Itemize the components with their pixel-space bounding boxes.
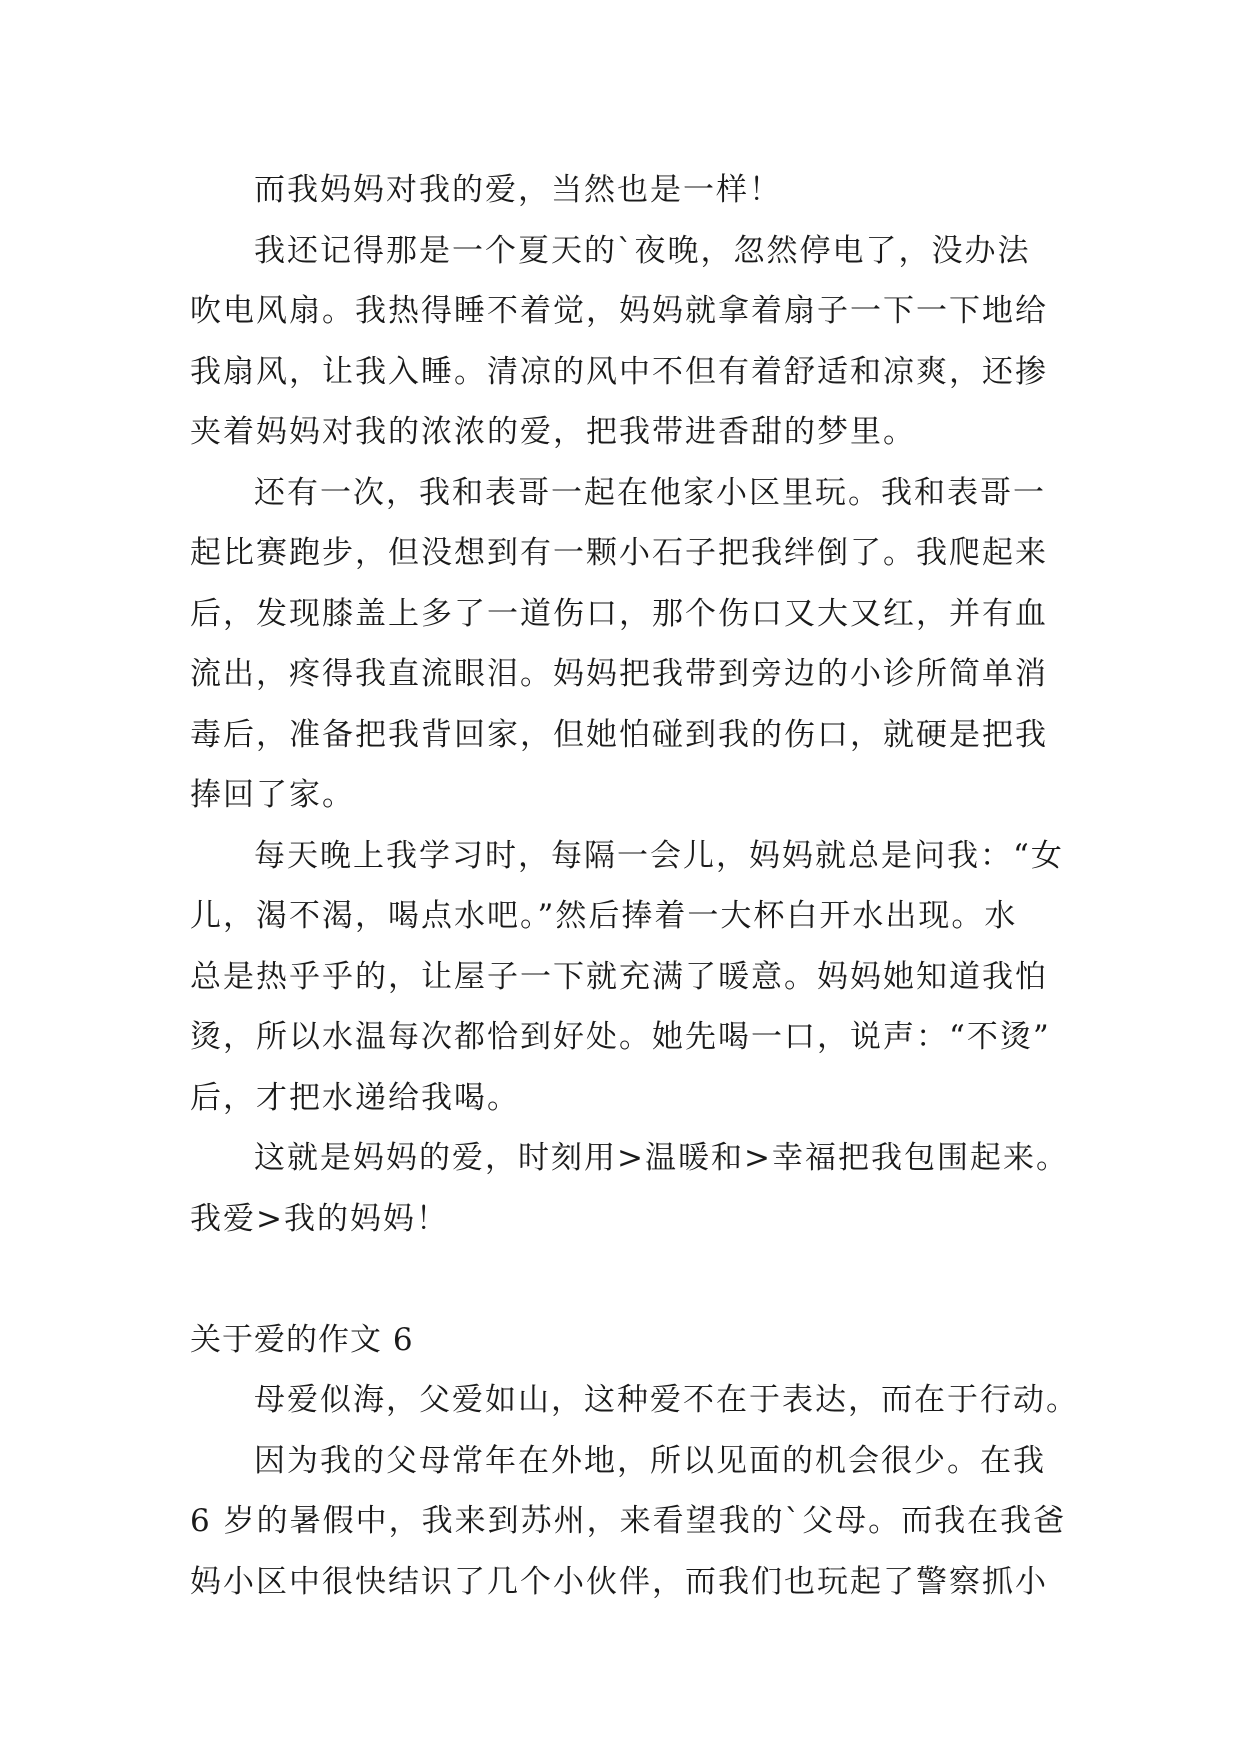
text-line: 6 岁的暑假中，我来到苏州，来看望我的`父母。而我在我爸	[190, 1503, 1067, 1539]
text-line: 毒后，准备把我背回家，但她怕碰到我的伤口，就硬是把我	[190, 716, 1048, 753]
text-line: 后，才把水递给我喝。	[190, 1079, 520, 1116]
text-line: 母爱似海，父爱如山，这种爱不在于表达，而在于行动。	[254, 1382, 1079, 1418]
paragraph	[190, 1128, 1069, 1249]
paragraph	[190, 1431, 1067, 1613]
text-line: 而我妈妈对我的爱，当然也是一样！	[254, 172, 782, 208]
paragraph	[190, 463, 1055, 826]
text-line: 捧回了家。	[190, 777, 355, 813]
text-line: 烫，所以水温每次都恰到好处。她先喝一口，说声：“不烫”	[190, 1019, 1051, 1055]
paragraph	[190, 826, 1064, 1129]
text-line: 流出，疼得我直流眼泪。妈妈把我带到旁边的小诊所简单消	[190, 656, 1048, 692]
text-line: 夹着妈妈对我的浓浓的爱，把我带进香甜的梦里。	[190, 414, 916, 450]
text-line: 妈小区中很快结识了几个小伙伴，而我们也玩起了警察抓小	[190, 1563, 1048, 1600]
text-line: 这就是妈妈的爱，时刻用>温暖和>幸福把我包围起来。	[254, 1140, 1069, 1176]
paragraph	[190, 221, 1055, 463]
text-line: 因为我的父母常年在外地，所以见面的机会很少。在我	[254, 1442, 1046, 1479]
text-line: 后，发现膝盖上多了一道伤口，那个伤口又大又红，并有血	[190, 595, 1048, 632]
essay-text	[190, 160, 1079, 1612]
text-line: 我还记得那是一个夏天的`夜晚，忽然停电了，没办法	[254, 232, 1031, 269]
text-line: 吹电风扇。我热得睡不着觉，妈妈就拿着扇子一下一下地给	[190, 293, 1048, 329]
text-line: 起比赛跑步，但没想到有一颗小石子把我绊倒了。我爬起来	[190, 535, 1048, 571]
text-line: 我爱>我的妈妈！	[190, 1200, 449, 1237]
text-line: 每天晚上我学习时，每隔一会儿，妈妈就总是问我：“女	[254, 837, 1064, 874]
section-spacer	[190, 1249, 1055, 1310]
paragraph	[190, 1370, 1079, 1431]
text-line: 还有一次，我和表哥一起在他家小区里玩。我和表哥一	[254, 474, 1046, 511]
paragraph	[190, 160, 1055, 221]
text-line: 总是热乎乎的，让屋子一下就充满了暖意。妈妈她知道我怕	[190, 958, 1048, 995]
text-line: 儿，渴不渴，喝点水吧。”然后捧着一大杯白开水出现。水	[190, 898, 1018, 934]
section-heading: 关于爱的作文 6	[190, 1321, 414, 1358]
text-line: 我扇风，让我入睡。清凉的风中不但有着舒适和凉爽，还掺	[190, 353, 1048, 390]
